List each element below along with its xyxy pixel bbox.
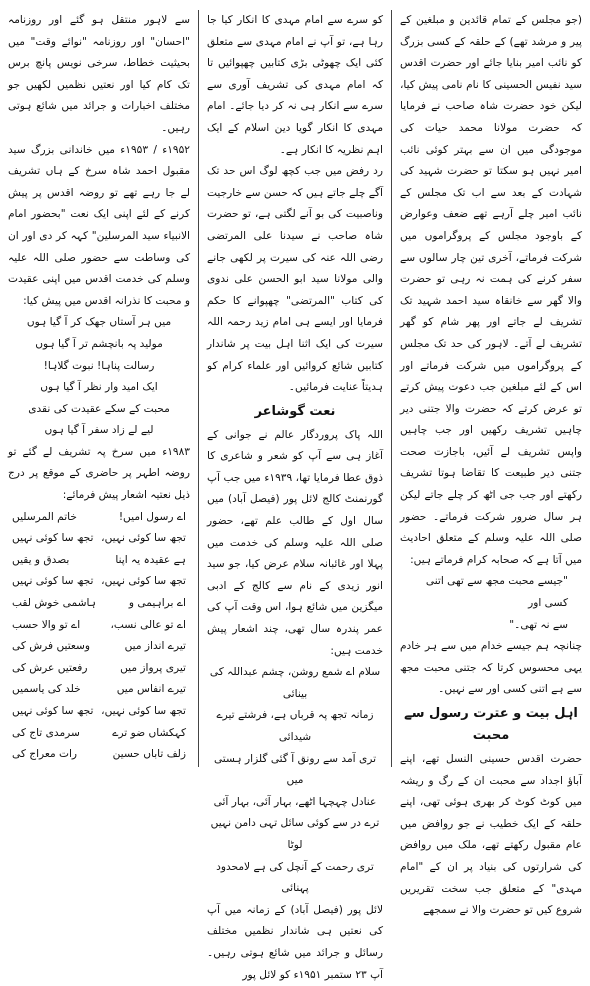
paragraph: ۱۹۵۲ء / ۱۹۵۳ء میں خاندانی بزرگ سید مقبول احمد شاہ سرخ کے ہاں تشریف لے جا رہے تھے تو روضہ اقدس پر پیش کرنے کے لئے اپنی ایک نعت "بحضور امام الانبیاء سید المرسلین" کہہ کر دی اور ان کی وساطت سے حضور صلی اللہ علیہ وسلم کی خدمت اقدس میں اپنی عقیدت و محبت کا نذرانہ اقدس میں پیش کیا: bbox=[8, 143, 190, 307]
poem-line: لیے لے زاد سفر آ گیا ہوں bbox=[44, 424, 154, 437]
hadith-quote-line-1: "جیسے محبت مجھ سے تھی اتنی کسی اور bbox=[425, 575, 568, 610]
section-heading: اہل بیت و عترت رسول سے محبت bbox=[404, 706, 578, 743]
poem-line: تیرے انفاس میں خلد کی یاسمیں bbox=[12, 683, 186, 696]
poem-line: ہے عقیدہ یہ اپنا بصدق و یقیں bbox=[12, 553, 186, 566]
column-middle bbox=[198, 10, 392, 981]
poem-line: اے رسول امیں! خاتم المرسلیں bbox=[12, 510, 186, 523]
poem-naat-1 bbox=[8, 312, 190, 442]
poem-line: تجھ سا کوئی نہیں، تجھ سا کوئی نہیں bbox=[12, 705, 186, 717]
poem-line: زمانہ تجھ پہ قرباں ہے، فرشتے تیرے شیدائی bbox=[216, 709, 374, 743]
poem-line: زلف تاباں حسین رات معراج کی bbox=[12, 748, 186, 761]
poem-line: عنادل چہچہا اٹھے، بہار آئی، بہار آئی bbox=[213, 795, 377, 808]
poem-line: سلام اے شمع روشن، چشم عبداللہ کی بینائی bbox=[209, 666, 381, 700]
paragraph: اللہ پاک پروردگار عالم نے جوانی کے آغاز ہی سے آپ کو شعر و شاعری کا ذوق عطا فرمایا تھا، ۱۹۳۹ء میں جب آپ گورنمنٹ کالج لائل پور (فیصل آباد) میں سال اول کے طالب علم تھے، حضور صلی اللہ علیہ وسلم کی خدمت میں پہلا اور غائبانہ سلام عرض کیا، جو سید انور زیدی کے نام سے کالج کے ادبی میگزین میں شائع ہوا، اس وقت آپ کی عمر پندرہ سال تھی، چند اشعار پیش خدمت ہیں: bbox=[207, 428, 384, 657]
poem-line: اے براہیمی و ہاشمی خوش لقب bbox=[12, 597, 186, 610]
paragraph: حضرت اقدس حسینی النسل تھے، اپنے آباؤ اجداد سے محبت ان کے رگ و ریشہ میں کوٹ کوٹ کر بھری ہوئی تھی، اپنے حلقہ کے ایک خطیب نے جو روافض میں عام مقبول رکھتے تھے، ملک میں روافض کی شرارتوں کی بنیاد پر ان کے "امام مہدی" کے متعلق جب سخت تقریریں شروع کیں تو حضرت والا نے سمجھے bbox=[400, 753, 582, 917]
paragraph: رد رفض میں جب کچھ لوگ اس حد تک آگے چلے جاتے ہیں کہ حسن سے خارجیت وناصبیت کی بو آنے لگتی ہے، تو حضرت شاہ صاحب نے سیدنا علی المرتضی رضی اللہ عنہ کی سیرت پر لکھی جانے والی مولانا سید ابو الحسن علی ندوی کی کتاب "المرتضی" چھپوانے کا حکم فرمایا اور ایسے ہی امام زید رحمہ اللہ سیرت کی ایک اثنا اہل بیت پر شاندار کتابیں شائع کروائیں اور علماء کرام کو ہدیتاً عنایت فرمائیں۔ bbox=[207, 165, 383, 394]
column-left bbox=[8, 10, 198, 767]
poem-salam bbox=[207, 662, 383, 900]
poem-line: کہکشاں ضو ترے سرمدی تاج کی bbox=[12, 726, 186, 739]
poem-line: تجھ سا کوئی نہیں، تجھ سا کوئی نہیں bbox=[12, 575, 186, 588]
poem-line: رسالت پناہا! نبوت گلاہا! bbox=[43, 359, 155, 372]
poem-naat-2 bbox=[8, 507, 190, 766]
poem-line: تیری پرواز میں رفعتیں عرش کی bbox=[12, 661, 186, 674]
paragraph: چنانچہ ہم جیسے خدام میں سے ہر خادم یہی محسوس کرتا کہ جتنی محبت مجھ سے ہے اتنی کسی اور سے نہیں۔ bbox=[400, 640, 582, 696]
column-right bbox=[392, 10, 582, 917]
poem-line: تجھ سا کوئی نہیں، تجھ سا کوئی نہیں bbox=[12, 532, 186, 545]
poem-line: ایک امید وار نظر آ گیا ہوں bbox=[40, 381, 158, 394]
paragraph: کو سرے سے امام مہدی کا انکار کیا جا رہا ہے، تو آپ نے امام مہدی سے متعلق کئی ایک چھوٹی بڑی کتابیں چھپوائیں تا کہ امام مہدی کی تشریف آوری سے سرے سے انکار ہی نہ کر دیا جائے۔ امام مہدی کا انکار گویا دین اسلام کے ایک اہم نظریہ کا انکار ہے۔ bbox=[207, 14, 383, 156]
paragraph: لائل پور (فیصل آباد) کے زمانہ میں آپ کی نعتیں ہی شاندار نظمیں مختلف رسائل و جرائد میں شائع ہوتی رہیں۔ آپ ۲۳ ستمبر ۱۹۵۱ء کو لائل پور bbox=[207, 903, 383, 981]
paragraph: سے لاہور منتقل ہو گئے اور روزنامہ "احسان" اور روزنامہ "نوائے وقت" میں بحیثیت خطاط، سرخی نویس پانچ برس تک کام کیا اور نعتیں نظمیں لکھیں جو مختلف اخبارات و جرائد میں شائع ہوتی رہیں۔ bbox=[8, 14, 190, 134]
poem-line: تری رحمت کے آنچل کی ہے لامحدود پہنائی bbox=[216, 860, 374, 895]
paragraph: ۱۹۸۳ء میں سرخ پہ تشریف لے گئے تو روضہ اطہر پر حاضری کے موقع پر درج ذیل نعتیہ اشعار پیش فرمائے: bbox=[8, 445, 190, 502]
hadith-quote-line-2: سے نہ تھی۔" bbox=[509, 618, 568, 631]
poem-line: تیرے انداز میں وسعتیں فرش کی bbox=[12, 640, 186, 653]
poem-line: میں ہر آستاں جھک کر آ گیا ہوں bbox=[26, 316, 172, 329]
poem-line: مولید پہ بانچشم تر آ گیا ہوں bbox=[35, 337, 163, 350]
poem-line: محبت کے سکے عقیدت کی نقدی bbox=[28, 402, 170, 415]
paragraph: (جو مجلس کے تمام قائدین و مبلغین کے پیر و مرشد تھے) کے حلقہ کے کسی بزرگ کو نائب امیر بنایا جائے اور حضرت اقدس سید نفیس الحسینی کا نام نامی پیش کیا، لیکن خود حضرت شاہ صاحب نے فرمایا کہ حضرت مولانا محمد حیات کی موجودگی میں ان سے بہتر کوئی نائب امیر نہیں ہو سکتا تو حضرت شہید کی شہادت کے بعد سے اب تک مجلس کے نائب امیر چلے آرہے تھے ضعف وعوارض کے باوجود مجلس کے پروگراموں میں شرکت فرماتے، آخری تین چار سالوں سے سفر کرنے کی ہمت نہ رہی تو حضرت والا گھر سے خانقاہ سید احمد شہید تک تشریف لے جاتے اور پھر شام کو گھر تشریف لے آتے۔ لاہور کی حد تک مجلس کے پروگراموں میں شرکت فرماتے اور اس کے لئے مبلغین جب دعوت پیش کرتے تو عرض کرتے کہ حضرت والا جتنی دیر چاہیں تشریف رکھیں اور جب چاہیں واپس تشریف لے آئیں، باجازت صحت جتنی دیر طبیعت کا تقاضا ہوتا تشریف رکھتے اور جب جی اٹھ کر چلے جاتے لیکن ہر سال ضرور شرکت فرماتے۔ حضور صلی اللہ علیہ وسلم کے متعلق احادیث میں آتا ہے کہ صحابہ کرام فرماتے ہیں: bbox=[400, 14, 582, 566]
poem-line: اے تو عالی نسب، اے تو والا حسب bbox=[12, 618, 186, 631]
section-heading: نعت گوشاعر bbox=[254, 403, 336, 419]
poem-line: تری آمد سے رونق آ گئی گلزار ہستی میں bbox=[213, 752, 377, 787]
poem-line: ترے در سے کوئی سائل تہی دامن نہیں لوٹا bbox=[210, 817, 380, 851]
